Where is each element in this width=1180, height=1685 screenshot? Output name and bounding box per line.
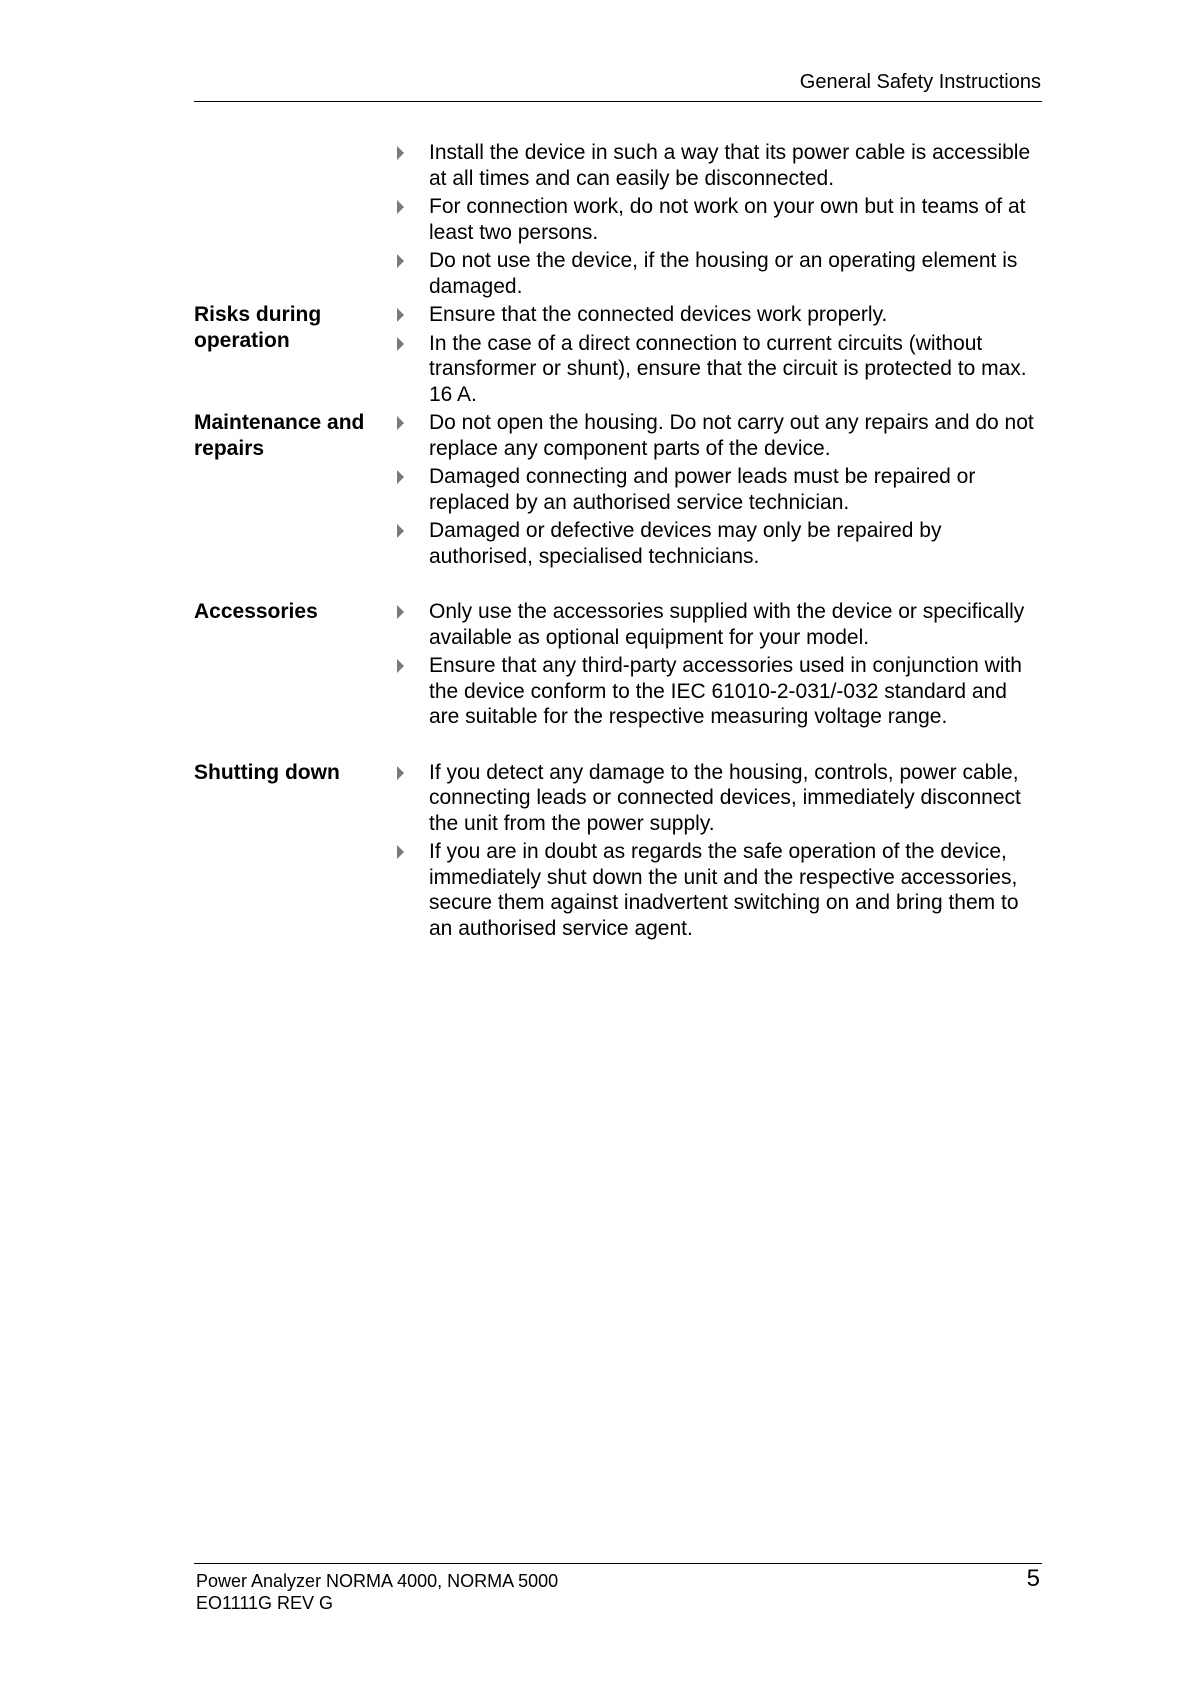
triangle-bullet-icon	[394, 410, 429, 461]
bullet-list	[394, 410, 1042, 572]
footer-product-name: Power Analyzer NORMA 4000, NORMA 5000	[196, 1571, 559, 1591]
list-item	[394, 410, 1042, 461]
list-item	[394, 194, 1042, 245]
list-item	[394, 839, 1042, 941]
footer-divider	[194, 1563, 1042, 1564]
list-item	[394, 331, 1042, 408]
triangle-bullet-icon	[394, 599, 429, 650]
section-installation	[194, 140, 1042, 302]
section-label	[194, 140, 394, 302]
bullet-list	[394, 302, 1042, 410]
section-accessories	[194, 599, 1042, 733]
section-label: Risks during operation	[194, 303, 322, 352]
triangle-bullet-icon	[394, 331, 429, 408]
list-item	[394, 248, 1042, 299]
triangle-bullet-icon	[394, 464, 429, 515]
list-item-text: Damaged connecting and power leads must be repaired or replaced by an authorised service technician.	[429, 465, 976, 514]
section-maintenance-and-repairs	[194, 410, 1042, 572]
bullet-list	[394, 140, 1042, 302]
list-item	[394, 653, 1042, 730]
list-item-text: Only use the accessories supplied with the device or specifically available as optional equipment for your model.	[429, 600, 1025, 649]
list-item-text: Do not use the device, if the housing or an operating element is damaged.	[429, 249, 1018, 298]
section-label: Maintenance and repairs	[194, 411, 365, 460]
section-shutting-down	[194, 760, 1042, 945]
section-label: Accessories	[194, 600, 318, 623]
triangle-bullet-icon	[394, 518, 429, 569]
document-body	[194, 140, 1042, 944]
header-divider	[194, 101, 1042, 102]
bullet-list	[394, 760, 1042, 945]
list-item	[394, 518, 1042, 569]
list-item-text: For connection work, do not work on your own but in teams of at least two persons.	[429, 195, 1026, 244]
triangle-bullet-icon	[394, 302, 429, 328]
list-item	[394, 599, 1042, 650]
section-risks-during-operation	[194, 302, 1042, 410]
running-header-title: General Safety Instructions	[799, 71, 1041, 93]
list-item	[394, 140, 1042, 191]
page-number: 5	[1026, 1565, 1040, 1592]
footer-document-id: EO1111G REV G	[196, 1593, 334, 1613]
triangle-bullet-icon	[394, 839, 429, 941]
triangle-bullet-icon	[394, 653, 429, 730]
list-item	[394, 464, 1042, 515]
list-item-text: Ensure that any third-party accessories used in conjunction with the device conform to the IEC 61010-2-031/-032 standard and are suitable for the respective measuring voltage range.	[429, 654, 1022, 728]
list-item	[394, 760, 1042, 837]
list-item-text: Do not open the housing. Do not carry out any repairs and do not replace any component parts of the device.	[429, 411, 1034, 460]
section-label: Shutting down	[194, 760, 340, 784]
list-item-text: If you detect any damage to the housing, controls, power cable, connecting leads or connected devices, immediately disconnect the unit from the power supply.	[429, 760, 1021, 835]
list-item-text: Ensure that the connected devices work properly.	[429, 303, 888, 326]
list-item-text: Install the device in such a way that its power cable is accessible at all times and can easily be disconnected.	[429, 141, 1031, 190]
list-item	[394, 302, 1042, 328]
bullet-list	[394, 599, 1042, 733]
triangle-bullet-icon	[394, 194, 429, 245]
triangle-bullet-icon	[394, 248, 429, 299]
triangle-bullet-icon	[394, 760, 429, 837]
triangle-bullet-icon	[394, 140, 429, 191]
list-item-text: If you are in doubt as regards the safe operation of the device, immediately shut down the unit and the respective accessories, secure them against inadvertent switching on and bring them to an authorised service agent.	[429, 840, 1019, 940]
list-item-text: Damaged or defective devices may only be repaired by authorised, specialised technicians.	[429, 519, 942, 568]
list-item-text: In the case of a direct connection to current circuits (without transformer or shunt), ensure that the circuit is protected to max. 16 A.	[429, 331, 1027, 406]
